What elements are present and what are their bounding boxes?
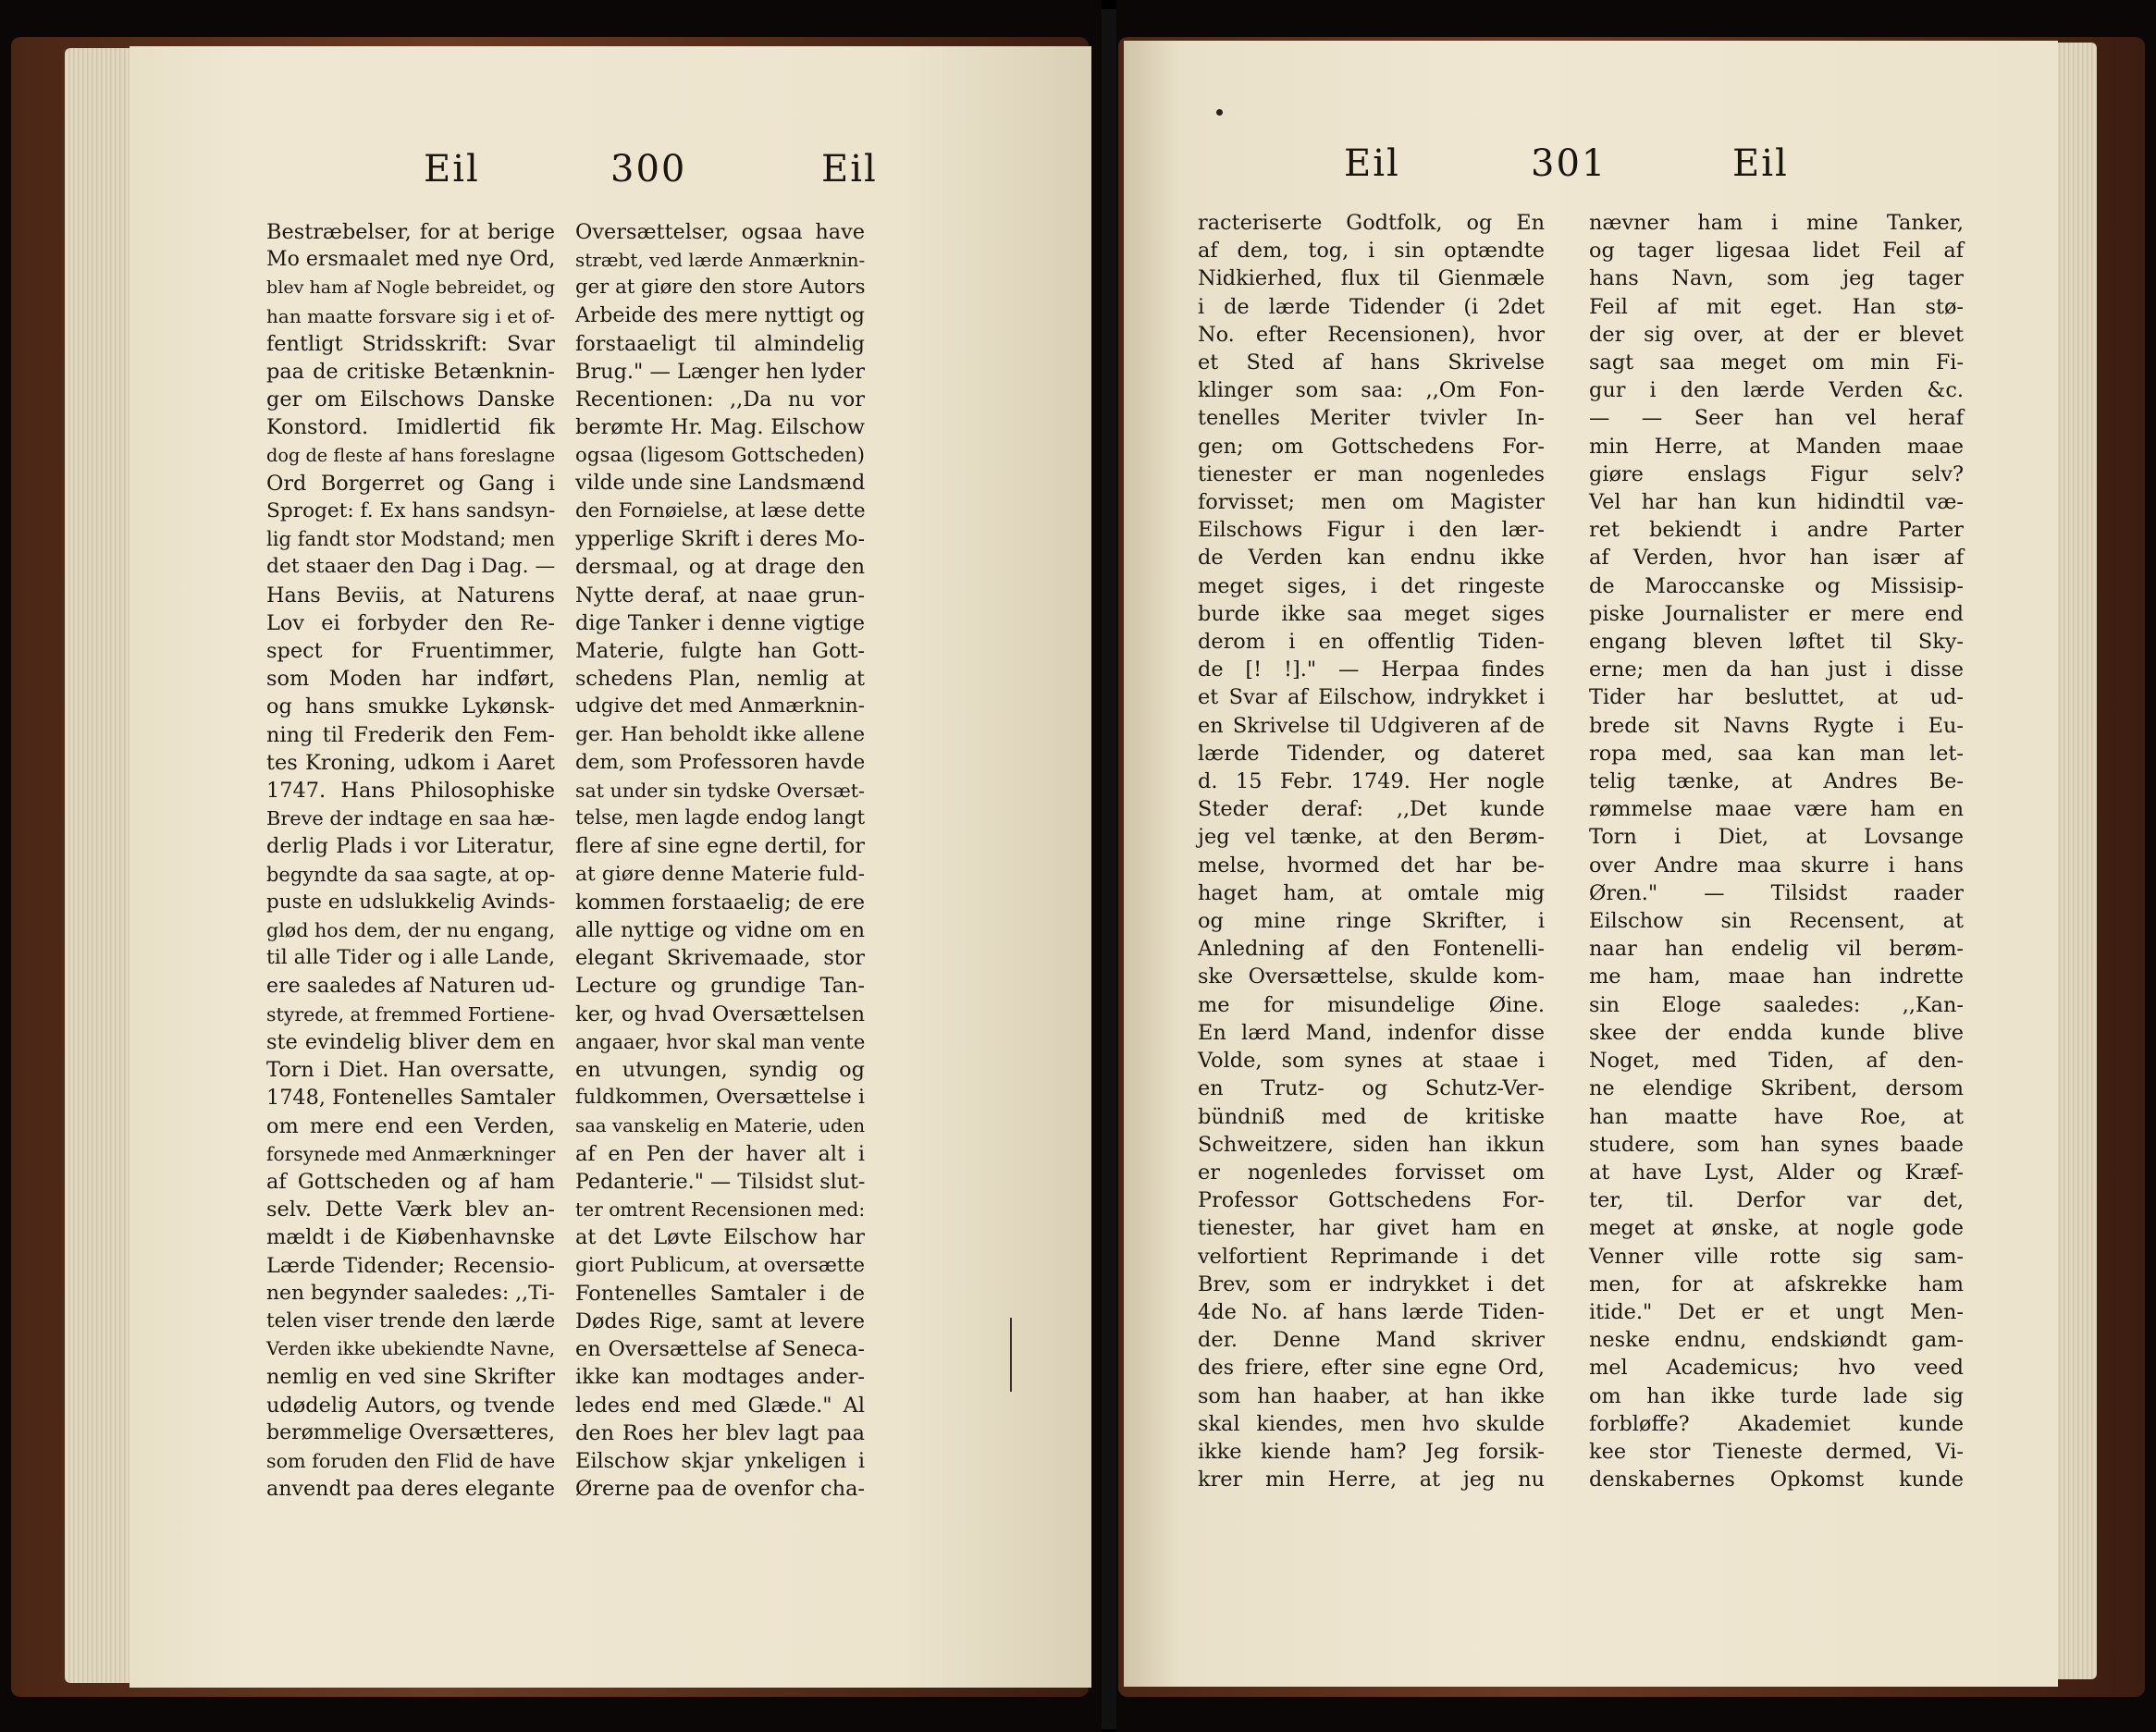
right-page-scan <box>1116 0 2156 1732</box>
text-line: en utvungen, syndig og <box>575 1058 865 1083</box>
text-line: neske endnu, endskiøndt gam- <box>1589 1328 1964 1353</box>
text-line: telig tænke, at Andres Be- <box>1589 769 1964 794</box>
text-line: Fontenelles Samtaler i de <box>575 1281 865 1306</box>
text-line: og mine ringe Skrifter, i <box>1198 909 1545 934</box>
text-line: min Herre, at Manden maae <box>1589 434 1964 459</box>
text-line: Eilschow skjar ynkeligen i <box>575 1448 865 1473</box>
text-line: mældt i de Kiøbenhavnske <box>266 1225 555 1250</box>
text-line: melse, hvormed det har be- <box>1198 853 1545 878</box>
running-head-left: Eil <box>424 148 480 190</box>
page-block-edge <box>65 48 139 1683</box>
text-line: ning til Frederik den Fem- <box>266 722 555 747</box>
text-line: ger at giøre den store Autors <box>575 276 866 300</box>
text-line: Nytte deraf, at naae grun- <box>575 583 865 608</box>
text-line: ropa med, saa kan man let- <box>1589 741 1964 766</box>
text-line: fentligt Stridsskrift: Svar <box>266 331 555 356</box>
text-line: piske Journalister er mere end <box>1589 601 1964 626</box>
text-line: ikke kan modtages ander- <box>575 1365 865 1390</box>
text-line: Recentionen: ,,Da nu vor <box>575 387 865 412</box>
text-line: at have Lyst, Alder og Kræf- <box>1589 1160 1964 1185</box>
text-line: En lærd Mand, indenfor disse <box>1198 1020 1545 1045</box>
text-line: Lecture og grundige Tan- <box>575 974 865 999</box>
text-line: 4de No. af hans lærde Tiden- <box>1198 1299 1545 1324</box>
text-line: puste en udslukkelig Avinds- <box>266 890 556 914</box>
text-line: Oversættelser, ogsaa have <box>575 220 865 244</box>
margin-mark <box>1010 1318 1012 1392</box>
text-line: Noget, med Tiden, af den- <box>1589 1049 1964 1074</box>
text-line: Feil af mit eget. Han stø- <box>1589 294 1964 319</box>
text-line: ste evindelig bliver dem en <box>266 1029 555 1054</box>
text-line: studere, som han synes baade <box>1589 1132 1964 1157</box>
text-line: ter omtrent Recensionen med: <box>575 1198 866 1222</box>
text-line: udødelig Autors, og tvende <box>266 1393 555 1418</box>
text-line: en Skrivelse til Udgiveren af de <box>1198 713 1545 738</box>
text-line: engang bleven løftet til Sky- <box>1589 630 1964 655</box>
text-line: forstaaeligt til almindelig <box>575 331 865 356</box>
text-line: de Verden kan endnu ikke <box>1198 546 1545 571</box>
text-line: me for misundelige Øine. <box>1198 992 1545 1017</box>
text-line: ere saaledes af Naturen ud- <box>266 974 556 999</box>
text-line: til alle Tider og i alle Lande, <box>266 946 555 970</box>
text-line: de [! !]." — Herpaa findes <box>1198 657 1545 682</box>
text-line: naar han endelig vil berøm- <box>1589 937 1964 962</box>
text-line: Breve der indtage en saa hæ- <box>266 807 556 830</box>
text-line: d. 15 Febr. 1749. Her nogle <box>1198 769 1545 794</box>
text-line: sin Eloge saaledes: ,,Kan- <box>1589 992 1964 1017</box>
text-line: derom i en offentlig Tiden- <box>1198 630 1545 655</box>
text-line: Venner ville rotte sig sam- <box>1589 1244 1964 1269</box>
text-line: nen begynder saaledes: ,,Ti- <box>266 1281 555 1305</box>
text-column <box>1589 209 1964 1493</box>
text-line: Volde, som synes at staae i <box>1198 1049 1545 1074</box>
text-line: en Trutz- og Schutz-Ver- <box>1198 1076 1545 1101</box>
text-line: skee der endda kunde blive <box>1589 1020 1964 1045</box>
text-line: der sig over, at der er blevet <box>1589 322 1964 347</box>
text-line: af Verden, hvor han især af <box>1589 546 1964 571</box>
text-line: Lov ei forbyder den Re- <box>266 610 555 635</box>
text-column <box>575 218 865 1503</box>
text-line: ret bekiendt i andre Parter <box>1589 518 1964 543</box>
text-line: ske Oversættelse, skulde kom- <box>1198 964 1545 989</box>
text-line: Pedanterie." — Tilsidst slut- <box>575 1169 866 1194</box>
text-line: Materie, fulgte han Gott- <box>575 639 865 664</box>
text-line: Øren." — Tilsidst raader <box>1589 880 1964 905</box>
text-line: de Maroccanske og Missisip- <box>1589 573 1964 598</box>
text-line: Ørerne paa de ovenfor cha- <box>575 1477 865 1502</box>
text-line: Dødes Rige, samt at levere <box>575 1308 865 1333</box>
text-line: me ham, maae han indrette <box>1589 964 1964 989</box>
text-line: jeg vel tænke, at den Berøm- <box>1198 825 1545 850</box>
text-line: meget siges, i det ringeste <box>1198 573 1545 598</box>
text-line: stræbt, ved lærde Anmærknin- <box>575 249 866 272</box>
text-line: gen; om Gottschedens For- <box>1198 434 1545 459</box>
text-line: Ord Borgerret og Gang i <box>266 471 555 496</box>
ink-spot <box>1216 109 1223 116</box>
text-line: ger om Eilschows Danske <box>266 387 555 412</box>
text-line: ikke kiende ham? Jeg forsik- <box>1198 1439 1545 1464</box>
text-line: Verden ikke ubekiendte Navne, <box>266 1338 556 1360</box>
text-line: og hans smukke Lykønsk- <box>266 694 555 719</box>
running-head-right: Eil <box>821 148 878 190</box>
text-line: udgive det med Anmærknin- <box>575 694 865 719</box>
text-line: vilde unde sine Landsmænd <box>575 471 866 495</box>
text-line: glød hos dem, der nu engang, <box>266 919 555 942</box>
text-line: Hans Beviis, at Naturens <box>266 583 555 608</box>
text-line: alle nyttige og vidne om en <box>575 918 865 943</box>
text-line: ledes end med Glæde." Al <box>575 1393 865 1418</box>
text-line: men, for at afskrekke ham <box>1589 1271 1964 1296</box>
text-line: nemlig en ved sine Skrifter <box>266 1365 555 1390</box>
text-line: lærde Tidender, og dateret <box>1198 741 1545 766</box>
text-line: som Moden har indført, <box>266 667 555 692</box>
page-number: 301 <box>1531 142 1608 185</box>
text-line: Brev, som er indrykket i det <box>1198 1271 1545 1296</box>
text-line: schedens Plan, nemlig at <box>575 667 865 692</box>
text-line: Tider har besluttet, at ud- <box>1589 685 1964 710</box>
text-line: telse, men lagde endog langt <box>575 806 866 830</box>
text-line: meget at ønske, at nogle gode <box>1589 1216 1964 1241</box>
text-line: et Sted af hans Skrivelse <box>1198 350 1545 375</box>
text-line: itide." Det er et ungt Men- <box>1589 1299 1964 1324</box>
text-line: at det Løvte Eilschow har <box>575 1225 865 1250</box>
text-line: denskabernes Opkomst kunde <box>1589 1468 1964 1492</box>
text-line: der. Denne Mand skriver <box>1198 1328 1545 1353</box>
text-line: forsynede med Anmærkninger <box>266 1142 556 1165</box>
running-head-right: Eil <box>1732 142 1789 185</box>
text-line: tienester, har givet ham en <box>1198 1216 1545 1241</box>
text-line: 1748, Fontenelles Samtaler <box>266 1086 556 1111</box>
text-line: dersmaal, og at drage den <box>575 555 865 580</box>
left-page <box>129 46 1091 1688</box>
text-line: tienester er man nogenledes <box>1198 461 1545 486</box>
text-line: han maatte forsvare sig i et of- <box>266 304 555 327</box>
text-line: burde ikke saa meget siges <box>1198 601 1545 626</box>
text-line: Bestræbelser, for at berige <box>266 220 555 244</box>
text-line: ger. Han beholdt ikke allene <box>575 722 865 746</box>
text-line: brede sit Navns Rygte i Eu- <box>1589 713 1964 738</box>
text-line: ker, og hvad Oversættelsen <box>575 1001 865 1026</box>
text-line: forbløffe? Akademiet kunde <box>1589 1411 1964 1436</box>
text-line: i de lærde Tidender (i 2det <box>1198 294 1545 319</box>
text-line: Brug." — Længer hen lyder <box>575 360 865 385</box>
text-line: Steder deraf: ,,Det kunde <box>1198 797 1545 822</box>
text-line: No. efter Recensionen), hvor <box>1198 322 1545 347</box>
text-line: et Svar af Eilschow, indrykket i <box>1198 685 1545 710</box>
text-line: Torn i Diet, at Lovsange <box>1589 825 1964 850</box>
text-column <box>266 218 555 1503</box>
running-head-left: Eil <box>1344 142 1400 185</box>
text-line: hans Navn, som jeg tager <box>1589 266 1964 291</box>
text-line: ne elendige Skribent, dersom <box>1589 1076 1964 1101</box>
text-line: krer min Herre, at jeg nu <box>1198 1468 1545 1492</box>
text-line: giort Publicum, at oversætte <box>575 1253 865 1277</box>
text-line: lig fandt stor Modstand; men <box>266 527 556 551</box>
text-line: mel Academicus; hvo veed <box>1589 1356 1964 1381</box>
text-line: spect for Fruentimmer, <box>266 639 555 664</box>
text-line: af en Pen der haver alt i <box>575 1141 865 1166</box>
text-line: og tager ligesaa lidet Feil af <box>1589 239 1964 264</box>
text-line: han maatte have Roe, at <box>1589 1104 1964 1129</box>
text-line: anvendt paa deres elegante <box>266 1477 555 1502</box>
text-line: den Roes her blev lagt paa <box>575 1420 865 1445</box>
text-line: om han ikke turde lade sig <box>1589 1383 1964 1408</box>
text-line: Schweitzere, siden han ikkun <box>1198 1132 1545 1157</box>
text-column <box>1198 209 1545 1493</box>
text-line: som foruden den Flid de have <box>266 1449 556 1472</box>
text-line: Nidkierhed, flux til Gienmæle <box>1198 266 1545 291</box>
text-line: Sproget: f. Ex hans sandsyn- <box>266 499 556 523</box>
text-line: des friere, efter sine egne Ord, <box>1198 1356 1545 1381</box>
text-line: forvisset; men om Magister <box>1198 490 1545 515</box>
text-line: den Fornøielse, at læse dette <box>575 499 866 523</box>
text-line: det staaer den Dag i Dag. — <box>266 555 556 579</box>
text-line: elegant Skrivemaade, stor <box>575 946 865 971</box>
text-line: fuldkommen, Oversættelse i <box>575 1086 865 1110</box>
page-number: 300 <box>610 148 687 190</box>
text-line: paa de critiske Betænknin- <box>266 360 555 385</box>
text-line: over Andre maa skurre i hans <box>1589 853 1964 878</box>
text-line: styrede, at fremmed Fortiene- <box>266 1002 556 1026</box>
text-line: kommen forstaaelig; de ere <box>575 890 865 915</box>
text-line: Eilschows Figur i den lær- <box>1198 518 1545 543</box>
text-line: derlig Plads i vor Literatur, <box>266 834 555 859</box>
text-line: flere af sine egne dertil, for <box>575 834 865 859</box>
scan-divider <box>1102 9 1116 1729</box>
right-page <box>1124 41 2058 1687</box>
text-line: ogsaa (ligesom Gottscheden) <box>575 443 865 467</box>
text-line: Anledning af den Fontenelli- <box>1198 937 1545 962</box>
text-line: — — Seer han vel heraf <box>1589 406 1964 431</box>
text-line: Lærde Tidender; Recensio- <box>266 1253 555 1278</box>
text-line: Eilschow sin Recensent, at <box>1589 909 1964 934</box>
text-line: velfortient Reprimande i det <box>1198 1244 1545 1269</box>
text-line: sagt saa meget om min Fi- <box>1589 350 1964 375</box>
text-line: Arbeide des mere nyttigt og <box>575 303 865 327</box>
text-line: af Gottscheden og af ham <box>266 1169 555 1194</box>
text-line: en Oversættelse af Seneca- <box>575 1337 865 1362</box>
text-line: som han haaber, at han ikke <box>1198 1383 1545 1408</box>
text-line: Konstord. Imidlertid fik <box>266 415 555 440</box>
text-line: skal kiendes, men hvo skulde <box>1198 1411 1545 1436</box>
text-line: bündniß med de kritiske <box>1198 1104 1545 1129</box>
text-line: gur i den lærde Verden &c. <box>1589 378 1964 403</box>
text-line: Vel har han kun hidindtil væ- <box>1589 490 1964 515</box>
text-line: dem, som Professoren havde <box>575 750 866 774</box>
text-line: om mere end een Verden, <box>266 1113 555 1138</box>
text-line: kee stor Tieneste dermed, Vi- <box>1589 1439 1964 1464</box>
text-line: ypperlige Skrift i deres Mo- <box>575 527 865 552</box>
text-line: haget ham, at omtale mig <box>1198 880 1545 905</box>
text-line: blev ham af Nogle bebreidet, og <box>266 276 556 299</box>
text-line: giøre enslags Figur selv? <box>1589 461 1964 486</box>
text-line: saa vanskelig en Materie, uden <box>575 1114 866 1136</box>
text-line: begyndte da saa sagte, at op- <box>266 863 556 886</box>
text-line: at giøre denne Materie fuld- <box>575 862 865 886</box>
text-line: dige Tanker i denne vigtige <box>575 610 865 635</box>
text-line: Torn i Diet. Han oversatte, <box>266 1058 555 1083</box>
text-line: Mo ersmaalet med nye Ord, <box>266 248 556 272</box>
text-line: erne; men da han just i disse <box>1589 657 1964 682</box>
text-line: 1747. Hans Philosophiske <box>266 779 555 804</box>
text-line: rømmelse maae være ham en <box>1589 797 1964 822</box>
text-line: klinger som saa: ,,Om Fon- <box>1198 378 1545 403</box>
text-line: ter, til. Derfor var det, <box>1589 1188 1964 1213</box>
text-line: tenelles Meriter tvivler In- <box>1198 406 1545 431</box>
text-line: er nogenledes forvisset om <box>1198 1160 1545 1185</box>
text-line: racteriserte Godtfolk, og En <box>1198 211 1545 235</box>
text-line: dog de fleste af hans foreslagne <box>266 444 556 466</box>
text-line: angaaer, hvor skal man vente <box>575 1030 866 1053</box>
text-line: af dem, tog, i sin optændte <box>1198 239 1545 264</box>
text-line: berømmelige Oversætteres, <box>266 1420 555 1444</box>
text-line: telen viser trende den lærde <box>266 1308 556 1333</box>
text-line: sat under sin tydske Oversæt- <box>575 780 865 803</box>
text-line: Professor Gottschedens For- <box>1198 1188 1545 1213</box>
text-line: tes Kroning, udkom i Aaret <box>266 750 555 775</box>
text-line: berømte Hr. Mag. Eilschow <box>575 415 865 440</box>
text-line: nævner ham i mine Tanker, <box>1589 211 1964 235</box>
text-line: selv. Dette Værk blev an- <box>266 1198 555 1222</box>
